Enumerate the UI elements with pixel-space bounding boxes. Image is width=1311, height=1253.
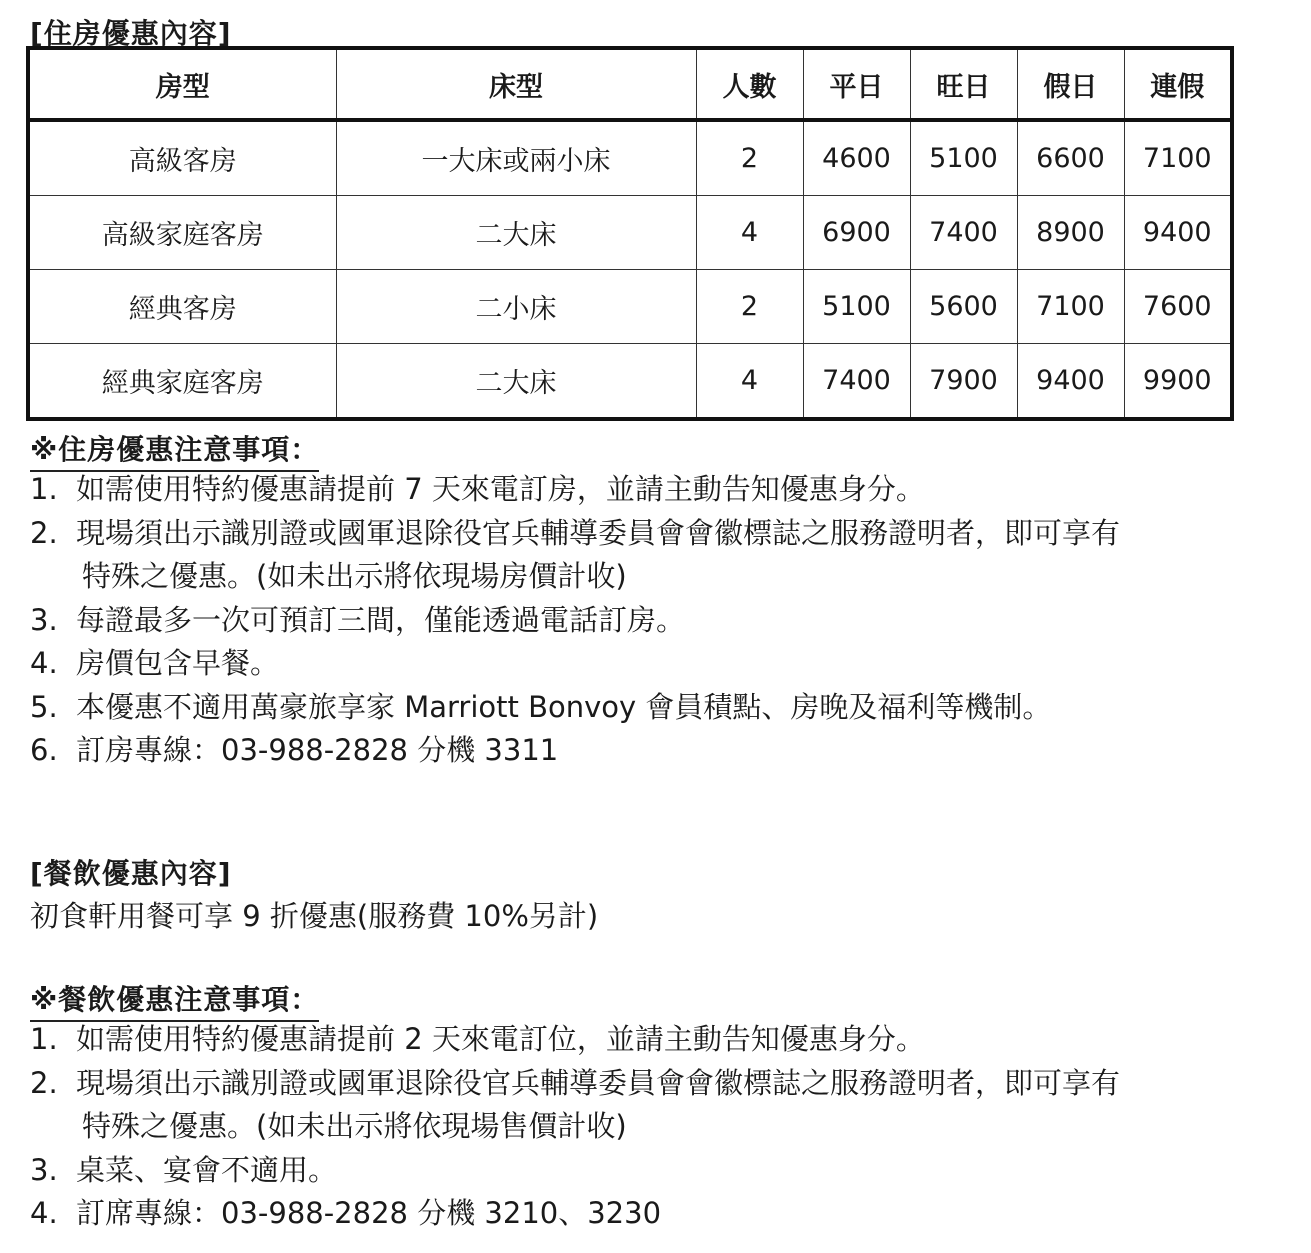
list-item-text: 現場須出示識別證或國軍退除役官兵輔導委員會會徽標誌之服務證明者，即可享有 xyxy=(76,515,1121,550)
list-item-index: 5. xyxy=(30,689,58,724)
list-item-index: 4. xyxy=(30,646,58,680)
peak-price-cell: 7900 xyxy=(910,344,1017,420)
long-holiday-price-cell: 9900 xyxy=(1124,344,1232,420)
header-holiday: 假日 xyxy=(1017,48,1124,120)
room-type-cell: 經典客房 xyxy=(28,270,336,344)
table-row xyxy=(28,196,1232,270)
bed-type-cell: 一大床或兩小床 xyxy=(336,120,696,196)
bed-type-cell: 二大床 xyxy=(336,196,696,270)
list-item xyxy=(30,1018,1120,1062)
list-item-index: 3. xyxy=(30,1152,58,1187)
room-type-cell: 高級客房 xyxy=(28,120,336,196)
list-item-index: 1. xyxy=(30,472,58,506)
list-item xyxy=(30,1149,1120,1193)
list-item-index: 6. xyxy=(30,733,58,767)
header-long-holiday: 連假 xyxy=(1124,48,1232,120)
weekday-price-cell: 5100 xyxy=(803,270,910,344)
bed-type-cell: 二小床 xyxy=(336,270,696,344)
occupancy-cell: 2 xyxy=(696,270,803,344)
peak-price-cell: 5100 xyxy=(910,120,1017,196)
peak-price-cell: 5600 xyxy=(910,270,1017,344)
holiday-price-cell: 8900 xyxy=(1017,196,1124,270)
list-item-text: 現場須出示識別證或國軍退除役官兵輔導委員會會徽標誌之服務證明者，即可享有 xyxy=(76,1065,1121,1100)
long-holiday-price-cell: 7100 xyxy=(1124,120,1232,196)
list-item-text: 房價包含早餐。 xyxy=(76,646,280,680)
list-item xyxy=(30,512,1120,599)
list-item-index: 2. xyxy=(30,1065,58,1100)
table-header-row xyxy=(28,48,1232,120)
room-type-cell: 經典家庭客房 xyxy=(28,344,336,420)
table-row xyxy=(28,344,1232,420)
header-bed-type: 床型 xyxy=(336,48,696,120)
room-notice-title: ※住房優惠注意事項： xyxy=(30,428,319,472)
header-room-type: 房型 xyxy=(28,48,336,120)
list-item xyxy=(30,468,1120,512)
list-item-continuation: 特殊之優惠。(如未出示將依現場售價計收) xyxy=(82,1109,627,1143)
holiday-price-cell: 7100 xyxy=(1017,270,1124,344)
peak-price-cell: 7400 xyxy=(910,196,1017,270)
list-item xyxy=(30,686,1120,730)
list-item xyxy=(30,1062,1120,1149)
dining-notice-title: ※餐飲優惠注意事項： xyxy=(30,978,319,1022)
weekday-price-cell: 4600 xyxy=(803,120,910,196)
header-occupancy: 人數 xyxy=(696,48,803,120)
room-offer-title: [住房優惠內容] xyxy=(30,17,232,50)
list-item xyxy=(30,642,1120,686)
holiday-price-cell: 6600 xyxy=(1017,120,1124,196)
table-row xyxy=(28,270,1232,344)
room-rate-table xyxy=(26,46,1234,421)
occupancy-cell: 4 xyxy=(696,196,803,270)
list-item xyxy=(30,729,1120,773)
room-type-cell: 高級家庭客房 xyxy=(28,196,336,270)
occupancy-cell: 2 xyxy=(696,120,803,196)
list-item-index: 2. xyxy=(30,515,58,550)
occupancy-cell: 4 xyxy=(696,344,803,420)
dining-notice-list xyxy=(30,1018,1120,1236)
list-item-text: 如需使用特約優惠請提前 7 天來電訂房，並請主動告知優惠身分。 xyxy=(76,472,925,506)
list-item-index: 3. xyxy=(30,602,58,637)
list-item-continuation: 特殊之優惠。(如未出示將依現場房價計收) xyxy=(82,559,627,593)
list-item-text: 如需使用特約優惠請提前 2 天來電訂位，並請主動告知優惠身分。 xyxy=(76,1022,925,1056)
list-item-text: 桌菜、宴會不適用。 xyxy=(76,1152,338,1187)
holiday-price-cell: 9400 xyxy=(1017,344,1124,420)
header-weekday: 平日 xyxy=(803,48,910,120)
list-item-text: 訂房專線：03-988-2828 分機 3311 xyxy=(76,733,559,767)
room-notice-list xyxy=(30,468,1120,773)
list-item-text: 本優惠不適用萬豪旅享家 Marriott Bonvoy 會員積點、房晚及福利等機制。 xyxy=(76,689,1052,724)
list-item xyxy=(30,599,1120,643)
list-item-text: 訂席專線：03-988-2828 分機 3210、3230 xyxy=(76,1196,662,1230)
list-item-text: 每證最多一次可預訂三間，僅能透過電話訂房。 xyxy=(76,602,686,637)
weekday-price-cell: 7400 xyxy=(803,344,910,420)
table-row xyxy=(28,120,1232,196)
list-item-index: 1. xyxy=(30,1022,58,1056)
header-peak-day: 旺日 xyxy=(910,48,1017,120)
weekday-price-cell: 6900 xyxy=(803,196,910,270)
dining-offer-title: [餐飲優惠內容] xyxy=(30,857,232,890)
bed-type-cell: 二大床 xyxy=(336,344,696,420)
long-holiday-price-cell: 7600 xyxy=(1124,270,1232,344)
dining-offer-text: 初食軒用餐可享 9 折優惠(服務費 10%另計) xyxy=(30,899,599,933)
list-item-index: 4. xyxy=(30,1196,58,1230)
long-holiday-price-cell: 9400 xyxy=(1124,196,1232,270)
list-item xyxy=(30,1192,1120,1236)
